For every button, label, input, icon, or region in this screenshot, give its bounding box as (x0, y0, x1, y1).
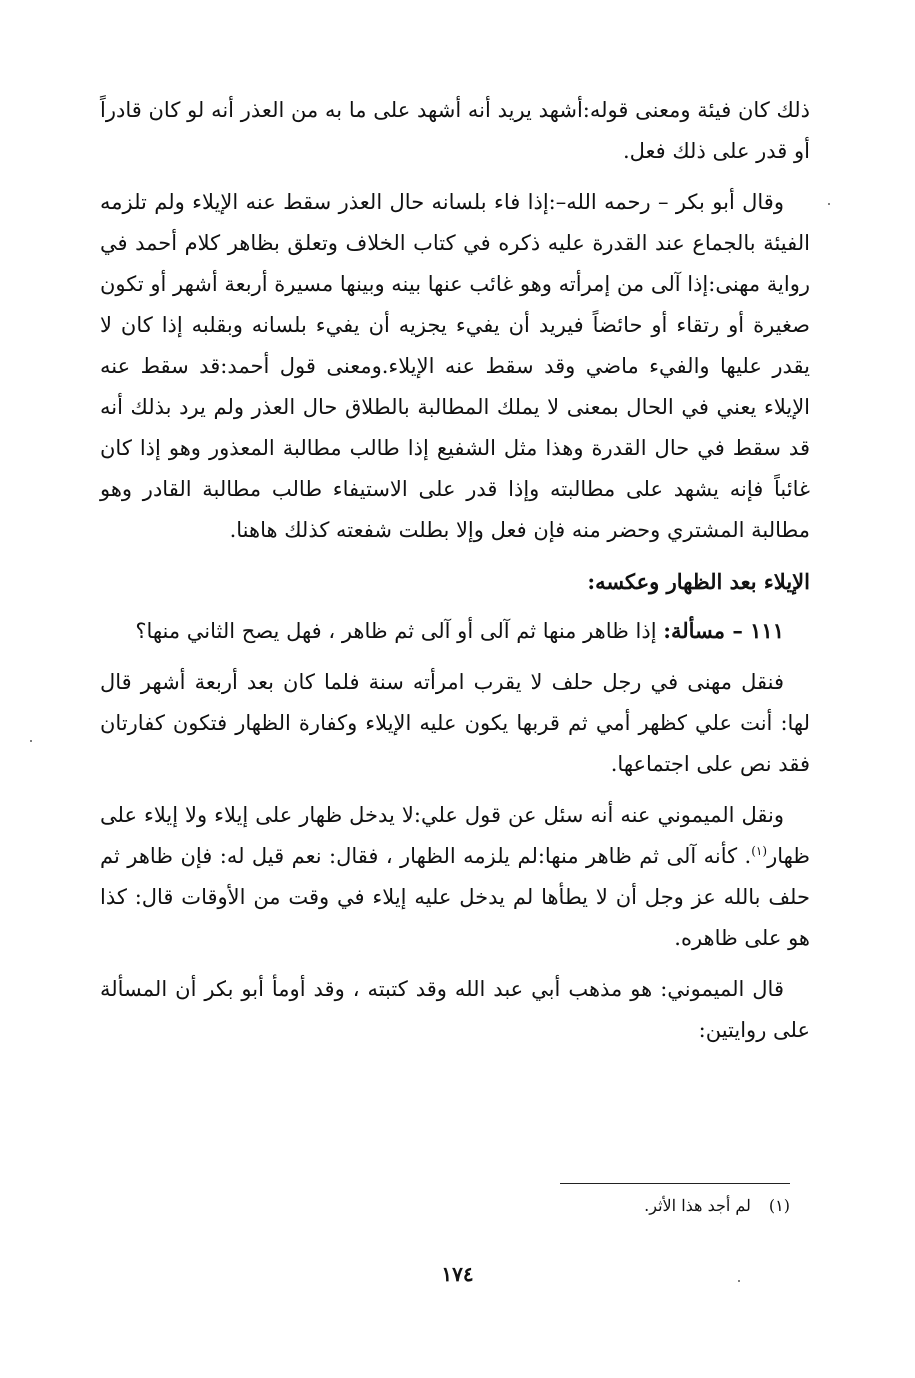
paragraph-4-end: . كأنه آلى ثم ظاهر منها:لم يلزمه الظهار ، فقال: نعم قيل له: فإن ظاهر ثم حلف بالله عز وجل أن لا يطأها لم يدخل عليه إيلاء في وقت من الأوقات قال: كذا هو على ظاهره. (100, 844, 810, 950)
footnote-number: (١) (768, 1196, 790, 1215)
paragraph-4-start: ونقل الميموني عنه أنه سئل عن قول علي:لا يدخل ظهار على إيلاء ولا إيلاء على ظهار (100, 803, 810, 868)
paragraph-4 (100, 795, 810, 959)
scan-speck (738, 1280, 740, 1282)
issue-label: ١١١ – مسألة: (663, 618, 784, 643)
scan-speck (30, 740, 32, 742)
issue-text: إذا ظاهر منها ثم آلى أو آلى ثم ظاهر ، فهل يصح الثاني منها؟ (135, 619, 664, 643)
page-number: ١٧٤ (441, 1262, 474, 1286)
paragraph-3: فنقل مهنى في رجل حلف لا يقرب امرأته سنة فلما كان بعد أربعة أشهر قال لها: أنت علي كظهر أمي ثم قربها يكون عليه الإيلاء وكفارة الظهار فتكون كفارتان فقد نص على اجتماعها. (100, 670, 810, 776)
footnote-separator (560, 1183, 790, 1184)
page-body (100, 90, 810, 1061)
footnote-reference: (١) (751, 844, 768, 858)
footnote (400, 1193, 790, 1219)
issue-paragraph (100, 610, 810, 652)
section-heading: الإيلاء بعد الظهار وعكسه: (587, 569, 810, 594)
paragraph-1: ذلك كان فيئة ومعنى قوله:أشهد يريد أنه أشهد على ما به من العذر أنه لو كان قادراً أو قدر على ذلك فعل. (100, 98, 810, 163)
paragraph-5: قال الميموني: هو مذهب أبي عبد الله وقد كتبته ، وقد أومأ أبو بكر أن المسألة على روايتين: (100, 977, 810, 1042)
scan-speck (828, 203, 830, 205)
footnote-text: لم أجد هذا الأثر. (644, 1196, 751, 1215)
paragraph-2: وقال أبو بكر – رحمه الله–:إذا فاء بلسانه حال العذر سقط عنه الإيلاء ولم تلزمه الفيئة بالجماع عند القدرة عليه ذكره في كتاب الخلاف وتعلق بظاهر كلام أحمد في رواية مهنى:إذا آلى من إمرأته وهو غائب عنها بينه وبينها مسيرة أربعة أشهر أو تكون صغيرة أو رتقاء أو حائضاً فيريد أن يفيء يجزيه أن يفيء بلسانه وبقلبه إذا كان لا يقدر عليها والفيء ماضي وقد سقط عنه الإيلاء.ومعنى قول أحمد:قد سقط عنه الإيلاء يعني في الحال بمعنى لا يملك المطالبة بالطلاق حال العذر ولم يرد بذلك أنه قد سقط في حال القدرة وهذا مثل الشفيع إذا طالب مطالبة المعذور وهو إذا كان غائباً فإنه يشهد على مطالبته وإذا قدر على الاستيفاء طالب مطالبة القادر وهو مطالبة المشتري وحضر منه فإن فعل وإلا بطلت شفعته كذلك هاهنا. (100, 190, 811, 542)
